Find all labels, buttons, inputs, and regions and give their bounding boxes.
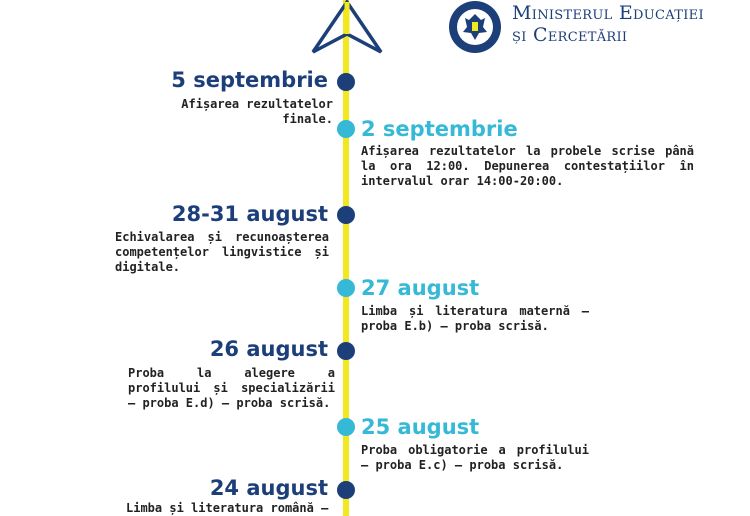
ministry-line-1: Ministerul Educației: [512, 2, 704, 24]
timeline-dot: [337, 342, 355, 360]
timeline-date: 28-31 august: [171, 202, 328, 226]
timeline-dot: [337, 279, 355, 297]
timeline-description: Afișarea rezultatelor la probele scrise până la ora 12:00. Depunerea contestațiilor în intervalul orar 14:00-20:00.: [361, 144, 694, 188]
timeline-dot: [337, 120, 355, 138]
timeline-description: Limba și literatura maternă – proba E.b) – proba scrisă.: [361, 304, 589, 333]
timeline-dot: [337, 73, 355, 91]
timeline-date: 24 august: [209, 476, 328, 500]
timeline-dot: [337, 418, 355, 436]
timeline-description: Proba obligatorie a profilului – proba E.c) – proba scrisă.: [361, 443, 589, 472]
timeline-description: Proba la alegere a profilului și specializării – proba E.d) – proba scrisă.: [128, 366, 335, 410]
timeline-date: 26 august: [209, 337, 328, 361]
ministry-name: [512, 2, 704, 46]
government-seal-logo: [446, 0, 504, 54]
timeline-description: Echivalarea și recunoașterea competențelor lingvistice și digitale.: [115, 230, 329, 274]
arrow-up-icon: [309, 0, 385, 56]
timeline-date: 2 septembrie: [361, 117, 518, 141]
timeline-dot: [337, 481, 355, 499]
ministry-line-2: și Cercetării: [512, 24, 628, 46]
timeline-date: 5 septembrie: [171, 68, 328, 92]
timeline-date: 27 august: [361, 276, 480, 300]
timeline-date: 25 august: [361, 415, 480, 439]
timeline-dot: [337, 206, 355, 224]
timeline-description: Afișarea rezultatelor finale.: [181, 97, 333, 126]
timeline-description: Limba și literatura română –: [126, 501, 329, 515]
